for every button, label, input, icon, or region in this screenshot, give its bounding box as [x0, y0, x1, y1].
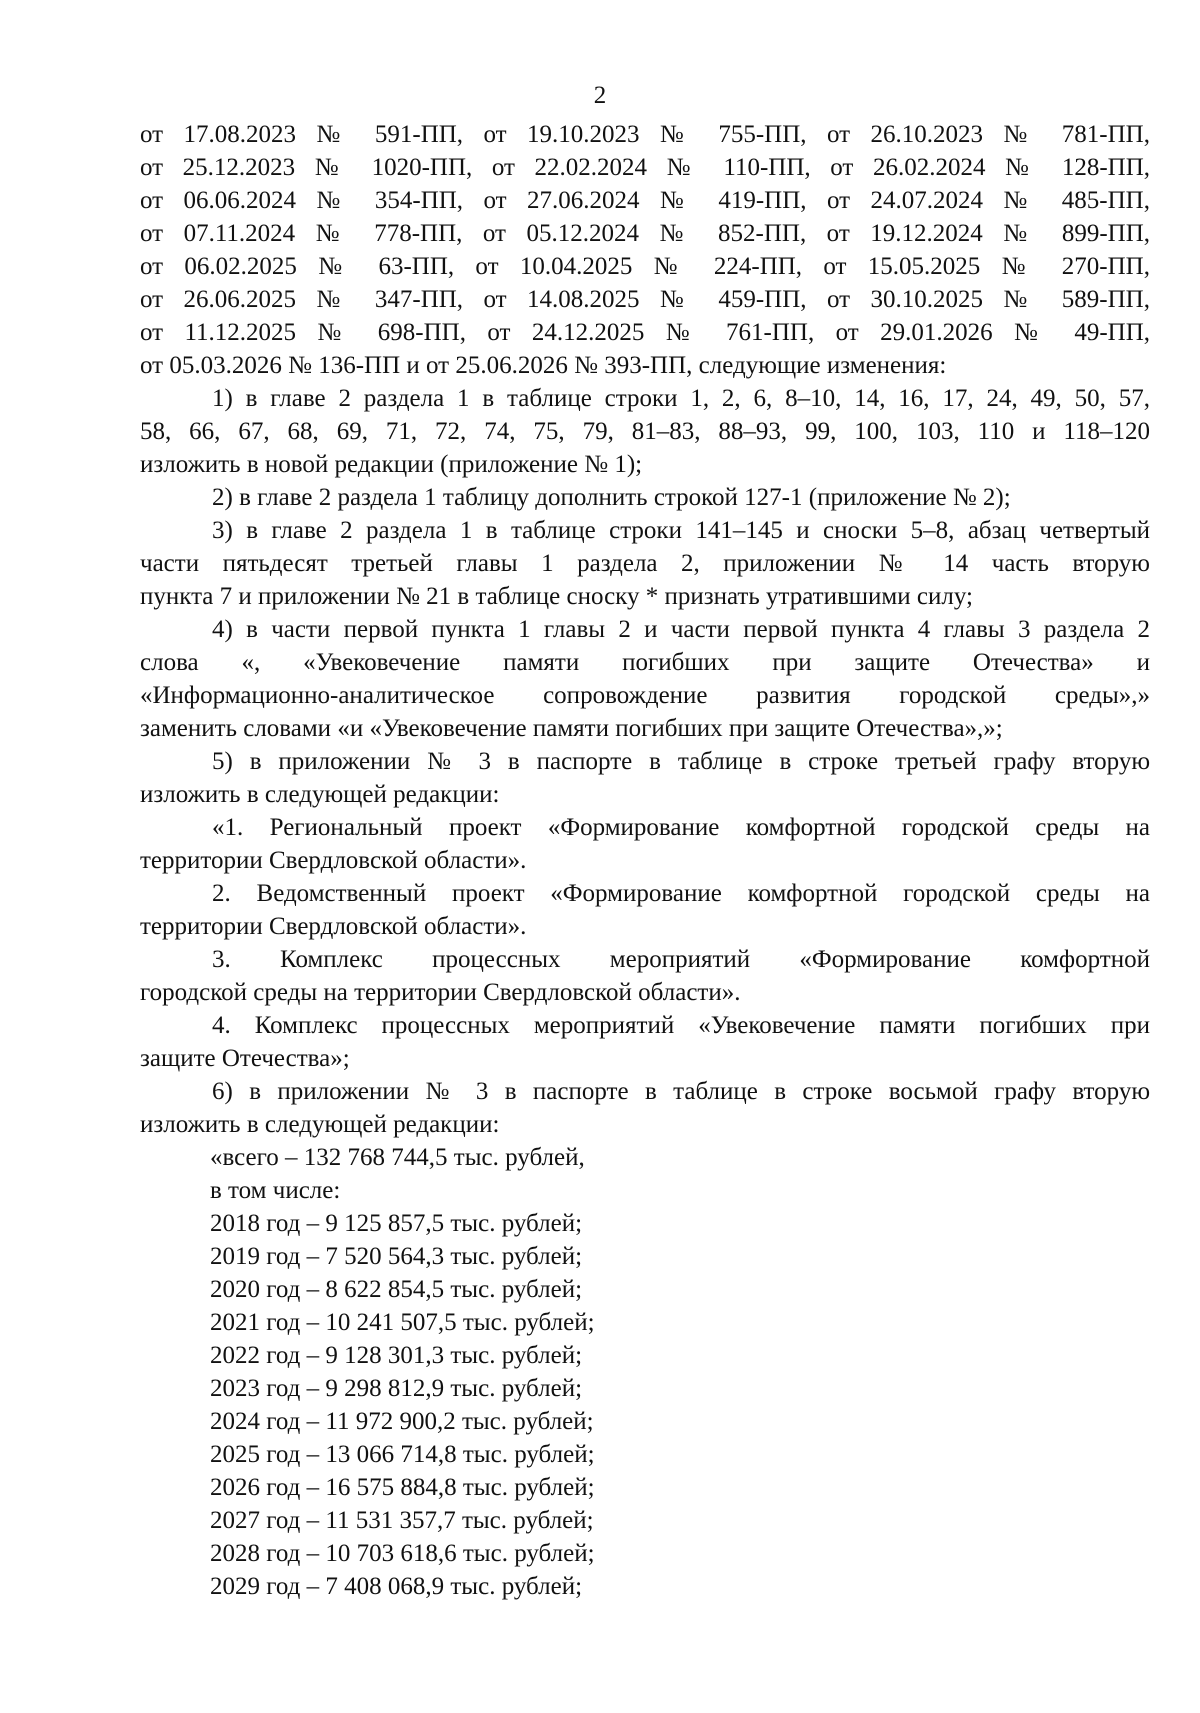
text-line: 4. Комплекс процессных мероприятий «Увековечение памяти погибших при: [212, 1012, 1150, 1039]
text-line: слова «, «Увековечение памяти погибших при защите Отечества» и: [140, 649, 1150, 676]
funding-line: 2020 год – 8 622 854,5 тыс. рублей;: [210, 1276, 583, 1303]
funding-line: 2025 год – 13 066 714,8 тыс. рублей;: [210, 1441, 595, 1468]
text-line: 3) в главе 2 раздела 1 в таблице строки 141–145 и сноски 5–8, абзац четвертый: [212, 517, 1150, 544]
funding-line: «всего – 132 768 744,5 тыс. рублей,: [210, 1144, 585, 1171]
amendment-text: [140, 118, 1150, 1141]
funding-line: 2026 год – 16 575 884,8 тыс. рублей;: [210, 1474, 595, 1501]
text-line: изложить в новой редакции (приложение № 1);: [140, 451, 643, 478]
text-line: изложить в следующей редакции:: [140, 1111, 500, 1138]
text-line: 5) в приложении № 3 в паспорте в таблице в строке третьей графу вторую: [212, 748, 1150, 775]
text-line: заменить словами «и «Увековечение памяти погибших при защите Отечества»,»;: [140, 715, 1003, 742]
text-line: защите Отечества»;: [140, 1045, 350, 1072]
text-line: «1. Региональный проект «Формирование комфортной городской среды на: [212, 814, 1150, 841]
text-line: от 07.11.2024 № 778-ПП, от 05.12.2024 № 852-ПП, от 19.12.2024 № 899-ПП,: [140, 220, 1150, 247]
funding-line: 2021 год – 10 241 507,5 тыс. рублей;: [210, 1309, 595, 1336]
page-number: 2: [593, 82, 607, 109]
text-line: 1) в главе 2 раздела 1 в таблице строки 1, 2, 6, 8–10, 14, 16, 17, 24, 49, 50, 57,: [212, 385, 1150, 412]
document-body: [140, 118, 1150, 1603]
text-line: 2. Ведомственный проект «Формирование комфортной городской среды на: [212, 880, 1150, 907]
text-line: от 25.12.2023 № 1020-ПП, от 22.02.2024 № 110-ПП, от 26.02.2024 № 128-ПП,: [140, 154, 1150, 181]
funding-line: 2018 год – 9 125 857,5 тыс. рублей;: [210, 1210, 583, 1237]
text-line: «Информационно-аналитическое сопровождение развития городской среды»,»: [140, 682, 1150, 709]
funding-line: 2024 год – 11 972 900,2 тыс. рублей;: [210, 1408, 594, 1435]
funding-list: [140, 1141, 1150, 1603]
funding-line: 2019 год – 7 520 564,3 тыс. рублей;: [210, 1243, 583, 1270]
text-line: территории Свердловской области».: [140, 913, 527, 940]
text-line: пункта 7 и приложении № 21 в таблице сноску * признать утратившими силу;: [140, 583, 973, 610]
text-line: от 26.06.2025 № 347-ПП, от 14.08.2025 № 459-ПП, от 30.10.2025 № 589-ПП,: [140, 286, 1150, 313]
funding-line: 2029 год – 7 408 068,9 тыс. рублей;: [210, 1573, 583, 1600]
text-line: городской среды на территории Свердловской области».: [140, 979, 741, 1006]
text-line: от 05.03.2026 № 136-ПП и от 25.06.2026 № 393-ПП, следующие изменения:: [140, 352, 947, 379]
text-line: от 11.12.2025 № 698-ПП, от 24.12.2025 № 761-ПП, от 29.01.2026 № 49-ПП,: [140, 319, 1150, 346]
text-line: 58, 66, 67, 68, 69, 71, 72, 74, 75, 79, 81–83, 88–93, 99, 100, 103, 110 и 118–120: [140, 418, 1150, 445]
text-line: 3. Комплекс процессных мероприятий «Формирование комфортной: [212, 946, 1150, 973]
text-line: изложить в следующей редакции:: [140, 781, 500, 808]
funding-line: в том числе:: [210, 1177, 341, 1204]
funding-line: 2022 год – 9 128 301,3 тыс. рублей;: [210, 1342, 583, 1369]
text-line: 2) в главе 2 раздела 1 таблицу дополнить строкой 127-1 (приложение № 2);: [212, 484, 1011, 511]
text-line: 6) в приложении № 3 в паспорте в таблице в строке восьмой графу вторую: [212, 1078, 1150, 1105]
funding-line: 2028 год – 10 703 618,6 тыс. рублей;: [210, 1540, 595, 1567]
text-line: от 17.08.2023 № 591-ПП, от 19.10.2023 № 755-ПП, от 26.10.2023 № 781-ПП,: [140, 121, 1150, 148]
funding-line: 2023 год – 9 298 812,9 тыс. рублей;: [210, 1375, 583, 1402]
funding-line: 2027 год – 11 531 357,7 тыс. рублей;: [210, 1507, 594, 1534]
text-line: 4) в части первой пункта 1 главы 2 и части первой пункта 4 главы 3 раздела 2: [212, 616, 1150, 643]
text-line: от 06.02.2025 № 63-ПП, от 10.04.2025 № 224-ПП, от 15.05.2025 № 270-ПП,: [140, 253, 1150, 280]
text-line: территории Свердловской области».: [140, 847, 527, 874]
text-line: части пятьдесят третьей главы 1 раздела 2, приложении № 14 часть вторую: [140, 550, 1150, 577]
text-line: от 06.06.2024 № 354-ПП, от 27.06.2024 № 419-ПП, от 24.07.2024 № 485-ПП,: [140, 187, 1150, 214]
